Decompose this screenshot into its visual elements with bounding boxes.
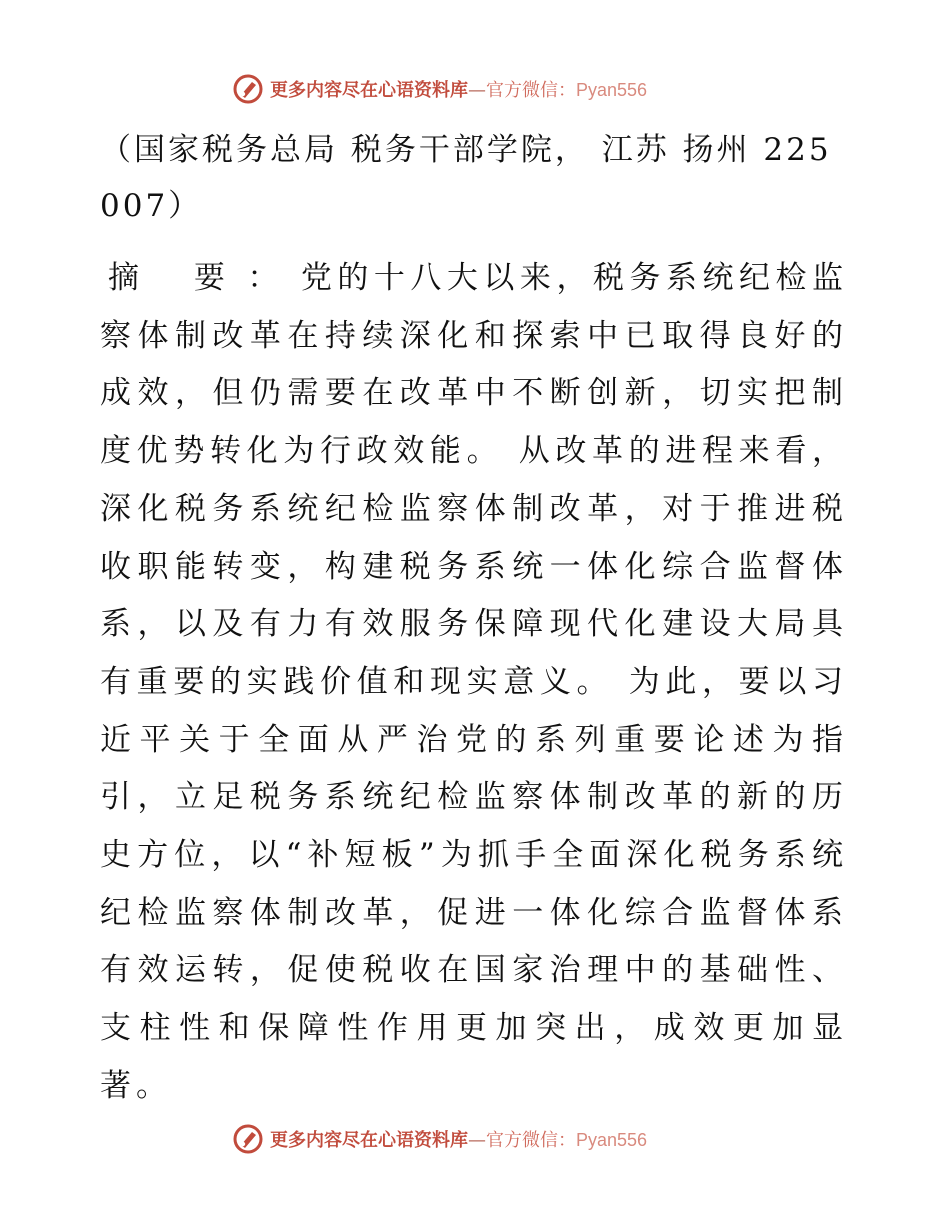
watermark-main: 更多内容尽在心语资料库 [270,80,468,101]
red-seal-logo-icon [232,73,264,105]
watermark-separator: — [468,80,486,101]
watermark-wechat-id: Pyan556 [576,1130,648,1150]
watermark-wechat-label: 官方微信： [486,1130,576,1151]
red-seal-logo-icon [232,1123,264,1155]
watermark-text [270,1126,647,1152]
watermark-main: 更多内容尽在心语资料库 [270,1130,468,1151]
watermark-wechat-label: 官方微信： [486,80,576,101]
abstract-paragraph [100,250,848,1116]
author-affiliation: （国家税务总局 税务干部学院， 江苏 扬州 225007） [100,132,832,224]
watermark-separator: — [468,1130,486,1151]
header-watermark [232,72,752,106]
footer-watermark [232,1122,752,1156]
abstract-text: 党的十八大以来，税务系统纪检监察体制改革在持续深化和探索中已取得良好的成效，但仍需要在改革中不断创新，切实把制度优势转化为行政效能。 从改革的进程来看，深化税务系统纪检监察体制改革，对于推进税收职能转变，构建税务系统一体化综合监督体系，以及有力有效服务保障现代化建设大局具有重要的实践价值和现实意义。 为此，要以习近平关于全面从严治党的系列重要论述为指引，立足税务系统纪检监察体制改革的新的历史方位，以“补短板”为抓手全面深化税务系统纪检监察体制改革，促进一体化综合监督体系有效运转，促使税收在国家治理中的基础性、支柱性和保障性作用更加突出，成效更加显著。 [100,260,848,1104]
watermark-text [270,76,647,102]
watermark-wechat-id: Pyan556 [576,80,648,100]
abstract-label: 摘 要： [108,260,301,296]
